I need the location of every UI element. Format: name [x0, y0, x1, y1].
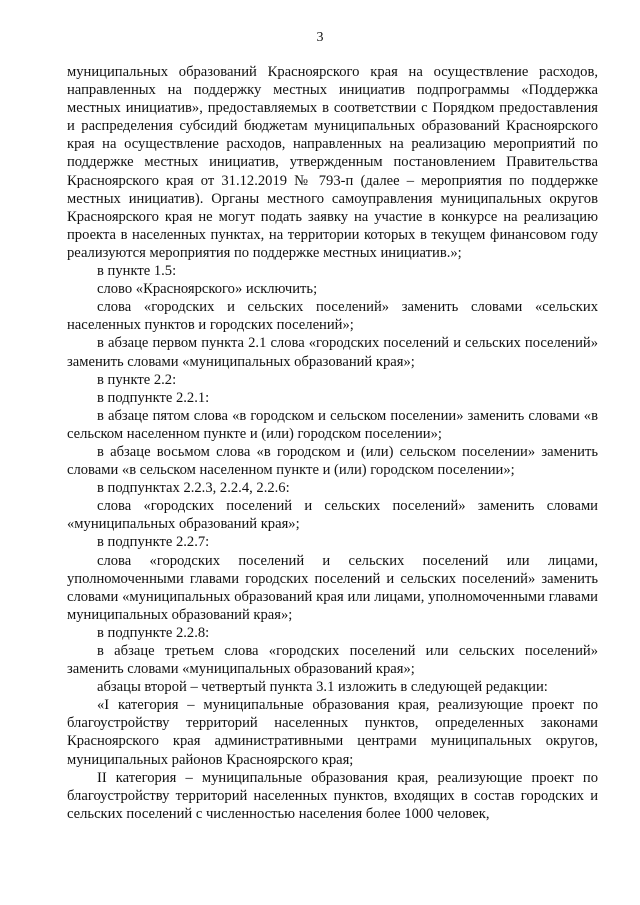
paragraph: абзацы второй – четвертый пункта 3.1 изложить в следующей редакции:	[97, 679, 548, 696]
paragraph: в абзаце восьмом слова «в городском и (или) сельском поселении» заменить словами «в сельском населенном пункте и (или) городском поселении»;	[67, 443, 598, 479]
document-body	[67, 63, 598, 823]
paragraph: слова «городских поселений и сельских поселений или лицами, уполномоченными главами городских поселений и сельских поселений» заменить словами «муниципальных образований края или лицами, уполномоченными главами муниципальных образований края»;	[67, 552, 598, 623]
paragraph: в абзаце пятом слова «в городском и сельском поселении» заменить словами «в сельском населенном пункте и (или) городском поселении»;	[67, 407, 598, 442]
paragraph: в абзаце третьем слова «городских поселений или сельских поселений» заменить словами «муниципальных образований края»;	[67, 643, 598, 678]
paragraph: в подпункте 2.2.8:	[97, 624, 210, 641]
paragraph: в подпункте 2.2.1:	[97, 389, 210, 406]
paragraph: муниципальных образований Красноярского края на осуществление расходов, направленных на поддержку местных инициатив подпрограммы «Поддержка местных инициатив», предоставляемых в соответствии с Порядком предоставления и распределения субсидий бюджетам муниципальных образований Красноярского края на осуществление расходов, направленных на реализацию мероприятий по поддержке местных инициатив, утвержденным постановлением Правительства Красноярского края от 31.12.2019 № 793-п (далее – мероприятия по поддержке местных инициатив). Органы местного самоуправления муниципальных округов Красноярского края не могут подать заявку на участие в конкурсе на реализацию проекта в населенных пунктах, на территории которых в текущем финансовом году реализуются мероприятия по поддержке местных инициатив.»;	[67, 64, 598, 261]
page-number: 3	[316, 30, 324, 45]
paragraph: в подпункте 2.2.7:	[97, 534, 210, 551]
paragraph: слова «городских и сельских поселений» заменить словами «сельских населенных пунктов и городских поселений»;	[67, 299, 598, 334]
paragraph: слова «городских поселений и сельских поселений» заменить словами «муниципальных образований края»;	[67, 498, 598, 533]
paragraph: в пункте 1.5:	[97, 263, 177, 280]
paragraph: в пункте 2.2:	[97, 371, 177, 388]
paragraph: в подпунктах 2.2.3, 2.2.4, 2.2.6:	[97, 480, 290, 497]
paragraph: слово «Красноярского» исключить;	[97, 281, 318, 298]
paragraph: в абзаце первом пункта 2.1 слова «городских поселений и сельских поселений» заменить словами «муниципальных образований края»;	[67, 335, 598, 370]
paragraph: «I категория – муниципальные образования края, реализующие проект по благоустройству территорий населенных пунктов, определенных законами Красноярского края административными центрами муниципальных округов, муниципальных районов Красноярского края;	[67, 697, 598, 768]
paragraph: II категория – муниципальные образования края, реализующие проект по благоустройству территорий населенных пунктов, входящих в состав городских и сельских поселений с численностью населения более 1000 человек,	[67, 769, 598, 822]
